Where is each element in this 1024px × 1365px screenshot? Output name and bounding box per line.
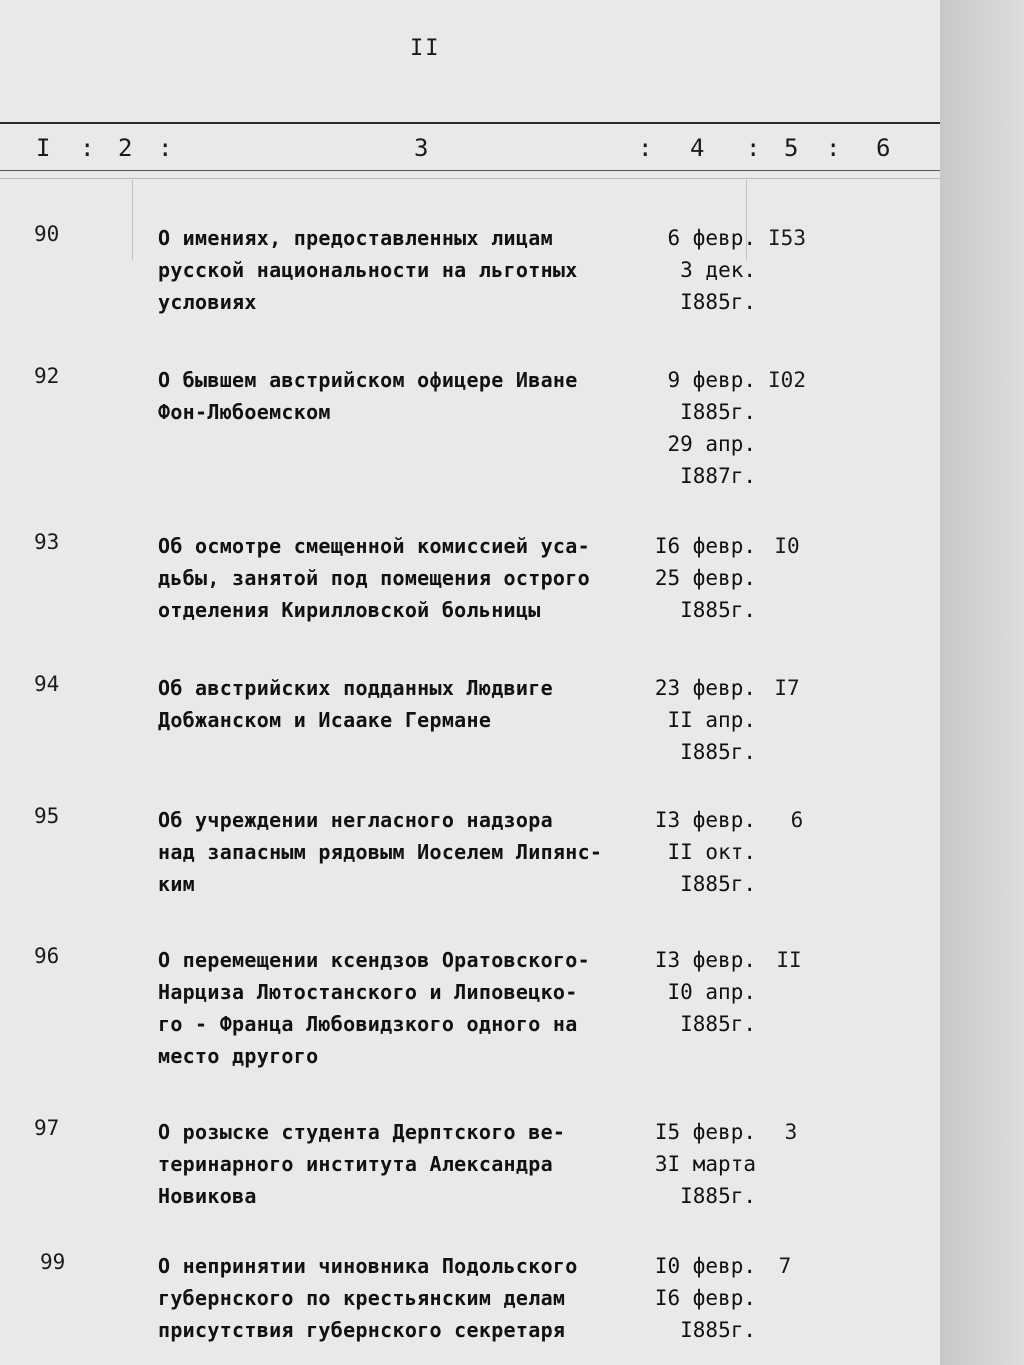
entry-number: 99 <box>40 1250 66 1274</box>
entry-dates: 23 февр. II апр. I885г. <box>654 676 756 764</box>
entry-number: 90 <box>34 222 60 246</box>
entry-title: О бывшем австрийском офицере Иване Фон-Любоемском <box>158 368 578 424</box>
column-header-1: I <box>36 134 51 162</box>
entry-dates: I5 февр. 3I марта I885г. <box>654 1120 756 1208</box>
column-separator: : <box>638 134 653 162</box>
entry-pages: I0 <box>774 534 800 558</box>
entry-title: О перемещении ксендзов Оратовского- Нарциза Лютостанского и Липовецко- го - Франца Любовидзкого одного на место другого <box>158 948 590 1068</box>
faint-rule <box>0 178 940 179</box>
entry-title: Об учреждении негласного надзора над запасным рядовым Иоселем Липянс- ким <box>158 808 603 896</box>
entry-title: О розыске студента Дерптского ве- теринарного института Александра Новикова <box>158 1120 566 1208</box>
column-header-4: 4 <box>690 134 705 162</box>
column-header-3: 3 <box>414 134 429 162</box>
entry-title: Об австрийских подданных Людвиге Добжанском и Исааке Германе <box>158 676 553 732</box>
column-separator: : <box>80 134 95 162</box>
header-top-rule <box>0 122 940 124</box>
entry-pages: I53 <box>768 226 806 250</box>
entry-number: 97 <box>34 1116 60 1140</box>
column-header-2: 2 <box>118 134 133 162</box>
entry-pages: 6 <box>790 808 804 832</box>
entry-title: Об осмотре смещенной комиссией уса- дьбы, занятой под помещения острого отделения Кирилловской больницы <box>158 534 590 622</box>
column-separator: : <box>158 134 173 162</box>
entry-number: 92 <box>34 364 60 388</box>
faint-column-line <box>132 180 133 260</box>
column-separator: : <box>826 134 841 162</box>
entry-pages: I7 <box>774 676 800 700</box>
entry-title: О имениях, предоставленных лицам русской национальности на льготных условиях <box>158 226 578 314</box>
entry-dates: 6 февр. 3 дек. I885г. <box>667 226 756 314</box>
entry-title: О непринятии чиновника Подольского губернского по крестьянским делам присутствия губернского секретаря <box>158 1254 578 1342</box>
column-header-5: 5 <box>784 134 799 162</box>
entry-dates: I3 февр. II окт. I885г. <box>654 808 756 896</box>
entry-number: 96 <box>34 944 60 968</box>
entry-pages: 7 <box>778 1254 792 1278</box>
entry-dates: 9 февр. I885г. 29 апр. I887г. <box>667 368 756 488</box>
header-bottom-rule <box>0 170 940 171</box>
entry-number: 95 <box>34 804 60 828</box>
entry-pages: 3 <box>784 1120 798 1144</box>
entry-pages: II <box>776 948 802 972</box>
entry-pages: I02 <box>768 368 806 392</box>
page-edge <box>940 0 1024 1365</box>
entry-number: 93 <box>34 530 60 554</box>
page-number: II <box>410 36 441 61</box>
entry-dates: I3 февр. I0 апр. I885г. <box>654 948 756 1036</box>
entry-dates: I6 февр. 25 февр. I885г. <box>654 534 756 622</box>
column-header-6: 6 <box>876 134 891 162</box>
column-separator: : <box>746 134 761 162</box>
entry-dates: I0 февр. I6 февр. I885г. <box>654 1254 756 1342</box>
entry-number: 94 <box>34 672 60 696</box>
